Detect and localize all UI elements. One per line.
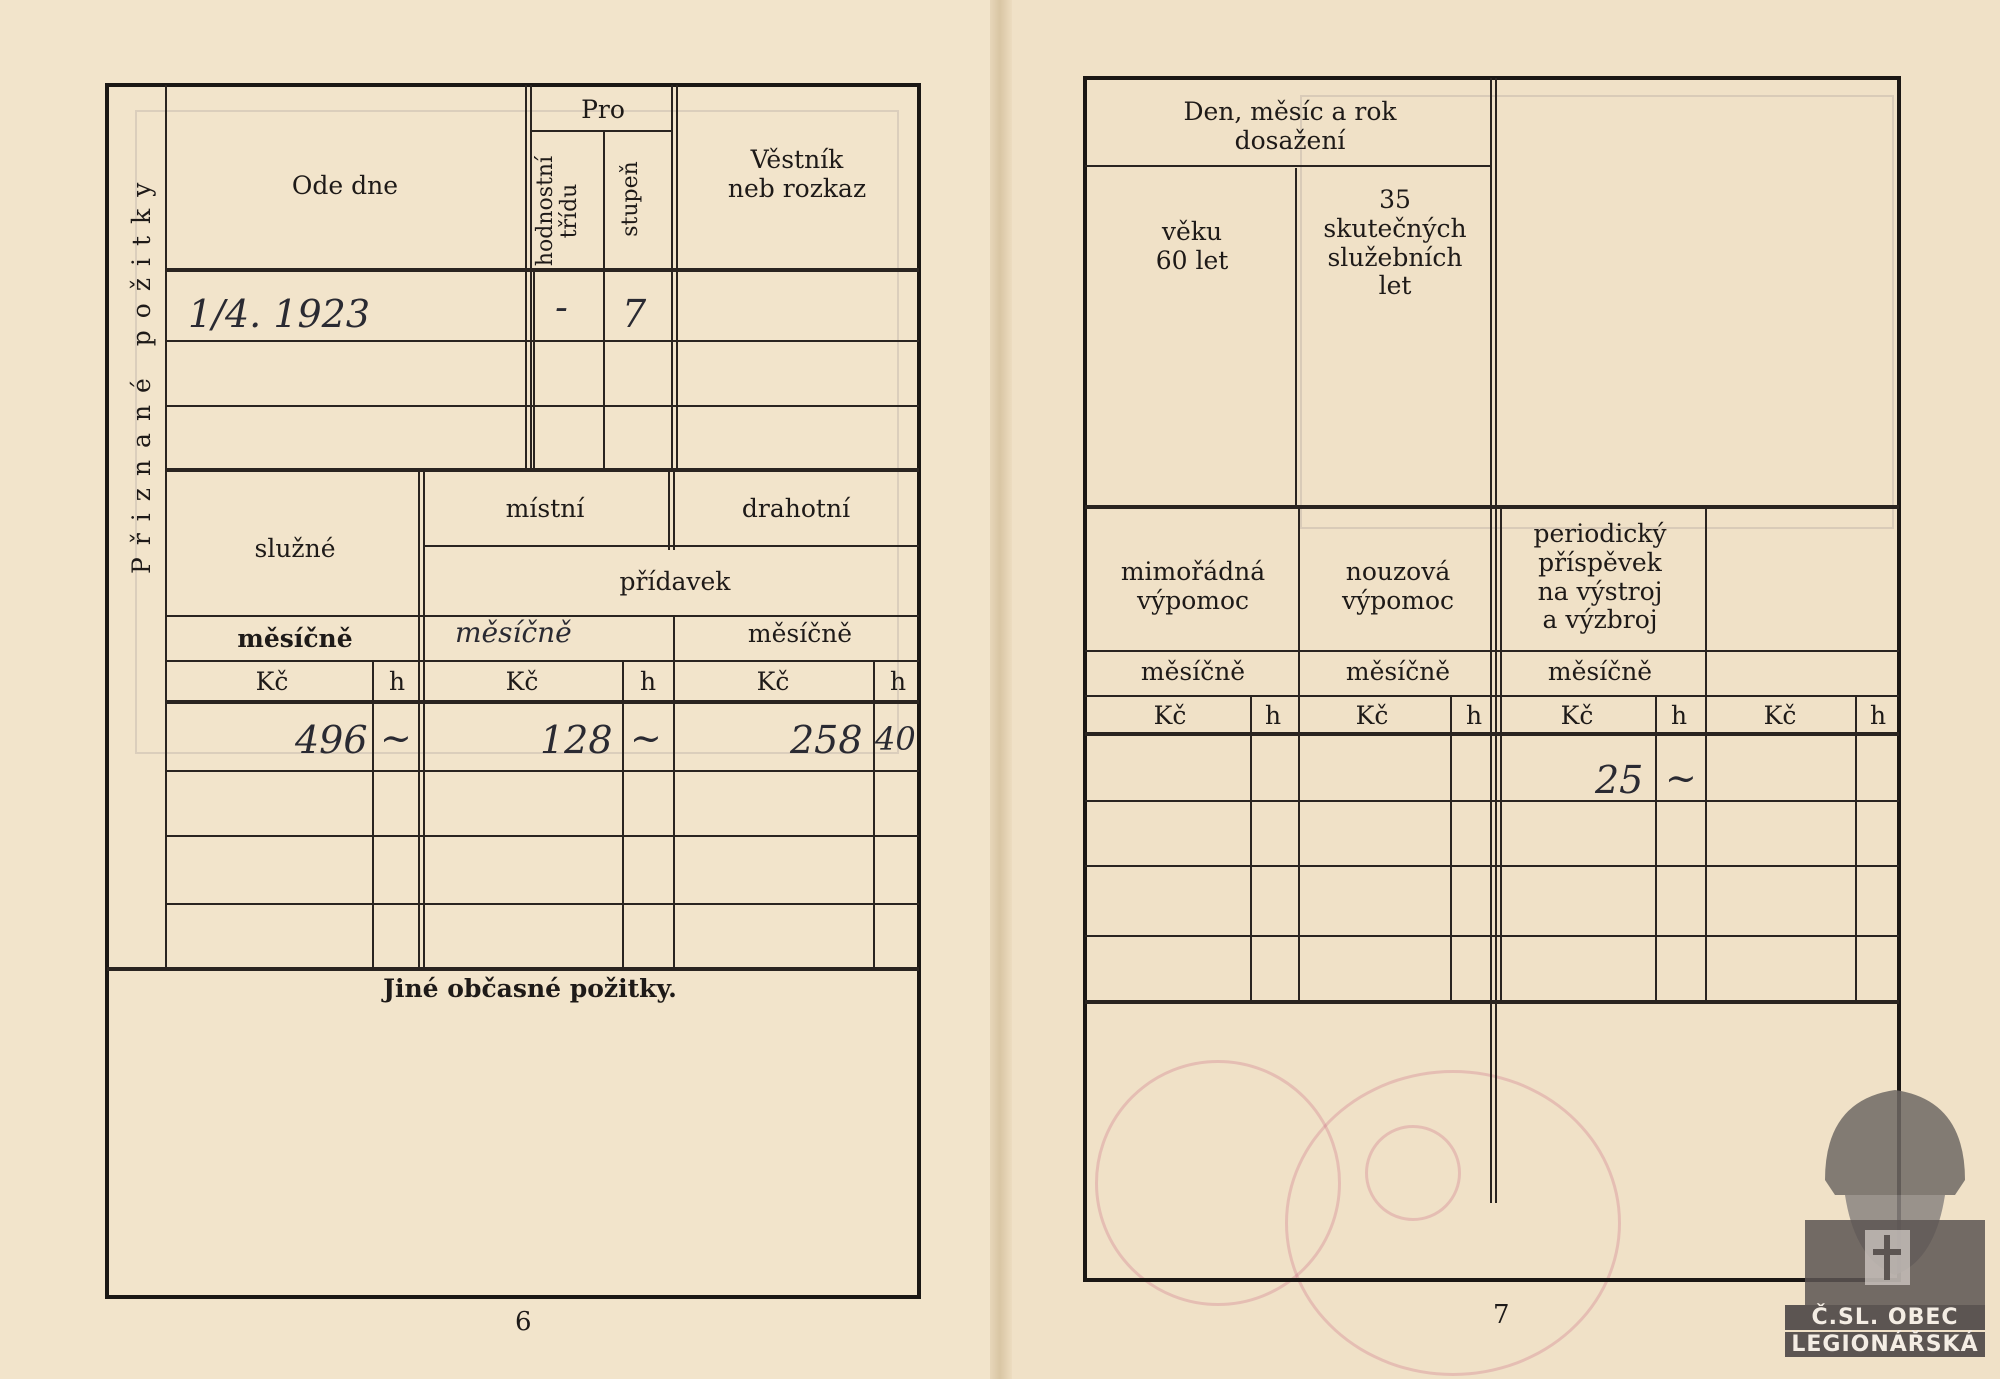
pridavek-header: přídavek [619, 567, 731, 596]
col-vestnik-header: Věstník neb rozkaz [727, 145, 867, 203]
drahotni-kc-amount: 258 [790, 718, 863, 762]
mistni-monthly: měsíčně [455, 616, 572, 649]
mimoradna-header: mimořádná výpomoc [1120, 557, 1266, 615]
sluzne-header: služné [254, 534, 336, 563]
extra-h-label: h [1869, 701, 1887, 730]
periodicky-header: periodický příspěvek na výstroj a výzbroj [1533, 519, 1667, 635]
other-benefits-title: Jiné občasné požitky. [383, 974, 677, 1003]
legion-association-logo [1785, 1060, 1985, 1365]
periodicky-h-amount: ~ [1665, 756, 1697, 800]
sluzne-h-label: h [388, 667, 406, 696]
mistni-h-label: h [639, 667, 657, 696]
periodicky-h-label: h [1670, 701, 1688, 730]
mistni-h-amount: ~ [630, 716, 662, 760]
nouzova-header: nouzová výpomoc [1341, 557, 1455, 615]
sluzne-kc-amount: 496 [295, 718, 368, 762]
periodicky-monthly: měsíčně [1547, 657, 1653, 686]
mimoradna-h-label: h [1264, 701, 1282, 730]
extra-kc-label: Kč [1763, 701, 1797, 730]
sluzne-h-amount: ~ [380, 716, 412, 760]
drahotni-monthly: měsíčně [747, 619, 853, 648]
reached-header: Den, měsíc a rok dosažení [1183, 97, 1397, 155]
drahotni-kc-label: Kč [756, 667, 790, 696]
sluzne-kc-label: Kč [255, 667, 289, 696]
entry-grade: 7 [622, 292, 647, 336]
drahotni-h-amount: 40 [875, 720, 916, 758]
age-header: věku 60 let [1155, 217, 1229, 275]
right-page-number: 7 [1493, 1300, 1510, 1330]
mistni-kc-amount: 128 [540, 718, 613, 762]
side-label: Přiznané požitky [127, 170, 156, 574]
col-hodnostni-header: hodnostní třídu [533, 155, 583, 267]
mistni-header: místní [505, 494, 585, 523]
drahotni-header: drahotní [741, 494, 851, 523]
service-header: 35 skutečných služebních let [1323, 185, 1467, 301]
periodicky-kc-label: Kč [1560, 701, 1594, 730]
entry-class: - [555, 285, 568, 329]
nouzova-kc-label: Kč [1355, 701, 1389, 730]
mimoradna-monthly: měsíčně [1140, 657, 1246, 686]
nouzova-h-label: h [1465, 701, 1483, 730]
logo-line1: Č.SL. OBEC [1785, 1305, 1985, 1330]
mistni-kc-label: Kč [505, 667, 539, 696]
entry-date: 1/4. 1923 [188, 292, 371, 336]
legionnaire-emblem-icon [1785, 1060, 1985, 1310]
periodicky-kc-amount: 25 [1595, 758, 1644, 802]
col-pro-header: Pro [581, 95, 625, 124]
col-stupen-header: stupeň [618, 161, 643, 237]
mimoradna-kc-label: Kč [1153, 701, 1187, 730]
sluzne-monthly: měsíčně [237, 624, 353, 653]
col-from-header: Ode dne [291, 171, 399, 200]
logo-line2: LEGIONÁŘSKÁ [1785, 1332, 1985, 1357]
drahotni-h-label: h [889, 667, 907, 696]
left-page-number: 6 [515, 1307, 532, 1337]
book-spine [990, 0, 1012, 1379]
nouzova-monthly: měsíčně [1345, 657, 1451, 686]
